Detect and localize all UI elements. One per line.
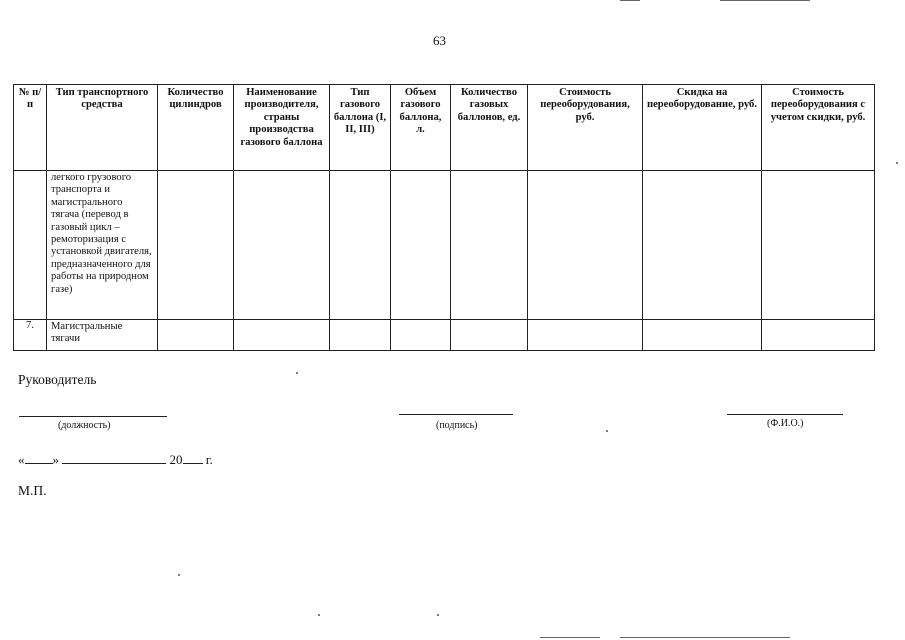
empty-cell [528, 320, 643, 351]
empty-cell [643, 171, 762, 320]
scan-edge-mark [720, 0, 810, 1]
empty-cell [762, 320, 875, 351]
year-suffix: г. [205, 452, 213, 467]
close-quote: » [52, 452, 59, 467]
vehicle-type-cell: легкого грузового транспорта и магистрального тягача (перевод в газовый цикл – ремоторизация с установкой двигателя, предназначенного для работы на природном газе) [47, 171, 158, 320]
header-cell-discount: Скидка на переоборудование, руб. [643, 85, 762, 171]
year-blank [183, 450, 203, 464]
header-cell-vehicle-type: Тип транспортного средства [47, 85, 158, 171]
header-cell-cylinder-count: Количество цилиндров [158, 85, 234, 171]
empty-cell [234, 320, 330, 351]
seal-label: М.П. [18, 483, 47, 498]
position-caption: (должность) [58, 420, 111, 431]
scan-speck [437, 614, 439, 616]
row-number-cell [14, 171, 47, 320]
signature-line [399, 414, 513, 415]
scan-speck [318, 614, 320, 616]
empty-cell [391, 171, 451, 320]
empty-cell [762, 171, 875, 320]
header-cell-cylinder-type: Тип газового баллона (I, II, III) [330, 85, 391, 171]
name-signature-line [727, 414, 843, 415]
open-quote: « [18, 452, 25, 467]
leader-label: Руководитель [18, 372, 97, 387]
empty-cell [330, 171, 391, 320]
signature-caption: (подпись) [436, 420, 478, 431]
empty-cell [391, 320, 451, 351]
header-cell-manufacturer: Наименование производителя, страны производства газового баллона [234, 85, 330, 171]
scan-speck [178, 574, 180, 576]
empty-cell [158, 320, 234, 351]
scan-edge-mark [540, 637, 600, 638]
header-cell-cylinder-quantity: Количество газовых баллонов, ед. [451, 85, 528, 171]
empty-cell [330, 320, 391, 351]
header-cell-number: № п/п [14, 85, 47, 171]
scan-edge-mark [620, 0, 640, 1]
header-cell-conversion-cost: Стоимость переоборудования, руб. [528, 85, 643, 171]
empty-cell [528, 171, 643, 320]
empty-cell [451, 320, 528, 351]
table-row [14, 320, 875, 351]
page-number: 63 [433, 33, 446, 48]
table-row [14, 171, 875, 320]
scan-edge-mark [620, 637, 790, 638]
empty-cell [234, 171, 330, 320]
year-prefix: 20 [169, 452, 183, 467]
scan-speck [296, 372, 298, 374]
empty-cell [451, 171, 528, 320]
row-number-cell: 7. [14, 320, 47, 351]
position-signature-line [19, 416, 167, 417]
empty-cell [158, 171, 234, 320]
scan-speck [896, 162, 898, 164]
scan-speck [606, 430, 608, 432]
name-caption: (Ф.И.О.) [767, 418, 804, 429]
vehicle-type-cell: Магистральные тягачи [47, 320, 158, 351]
day-blank [25, 450, 53, 464]
month-blank [62, 450, 166, 464]
conversion-cost-table [13, 84, 875, 351]
date-line [18, 450, 213, 468]
empty-cell [643, 320, 762, 351]
header-cell-cost-with-discount: Стоимость переоборудования с учетом скидки, руб. [762, 85, 875, 171]
table-header-row [14, 85, 875, 171]
header-cell-cylinder-volume: Объем газового баллона, л. [391, 85, 451, 171]
